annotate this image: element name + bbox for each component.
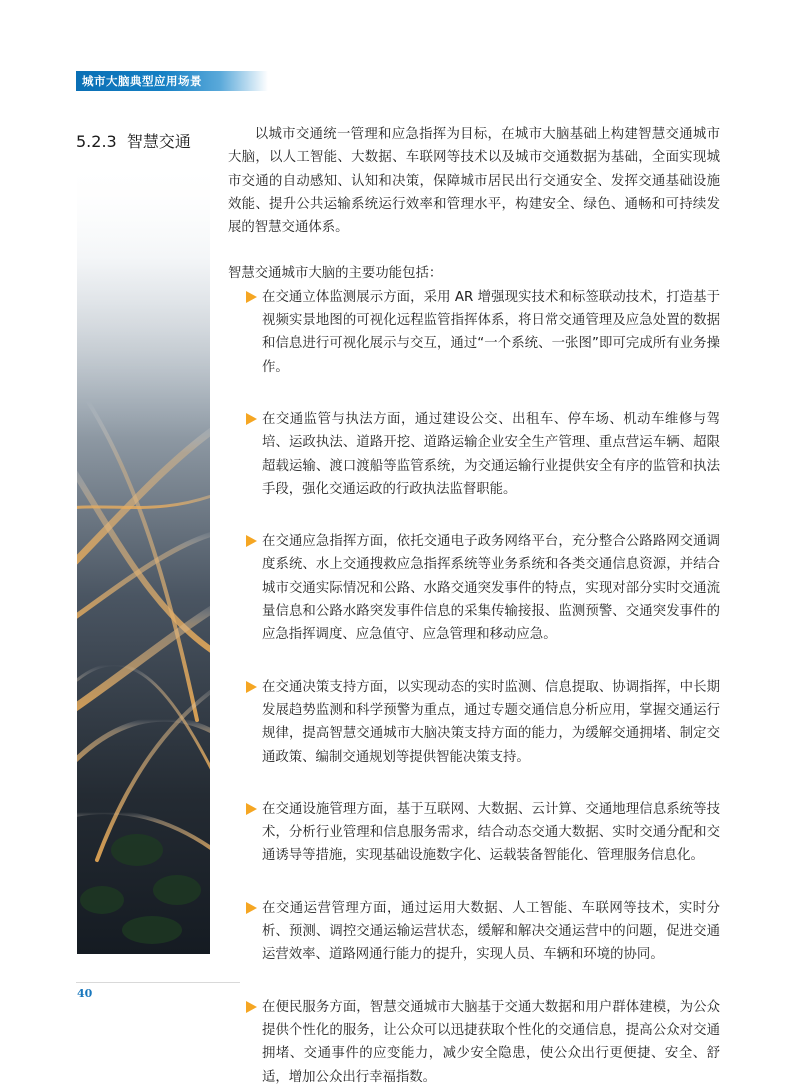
list-item-text: 在交通决策支持方面，以实现动态的实时监测、信息提取、协调指挥，中长期发展趋势监测和科学预警为重点，通过专题交通信息分析应用，掌握交通运行规律，提高智慧交通城市大脑决策支持方面的能力，为缓解交通拥堵、制定交通政策、编制交通规划等提供智能决策支持。 bbox=[262, 679, 720, 765]
functions-heading: 智慧交通城市大脑的主要功能包括： bbox=[228, 266, 443, 282]
list-item-text: 在交通设施管理方面，基于互联网、大数据、云计算、交通地理信息系统等技术，分析行业管理和信息服务需求，结合动态交通大数据、实时交通分配和交通诱导等措施，实现基础设施数字化、运载装备智能化、管理服务信息化。 bbox=[262, 801, 720, 864]
list-item bbox=[228, 286, 720, 379]
section-heading bbox=[76, 129, 191, 152]
list-item bbox=[228, 798, 720, 868]
section-title: 智慧交通 bbox=[126, 132, 191, 151]
list-item-text: 在交通立体监测展示方面，采用 AR 增强现实技术和标签联动技术，打造基于视频实景地图的可视化远程监管指挥体系，将日常交通管理及应急处置的数据和信息进行可视化展示与交互，通过“一个系统、一张图”即可完成所有业务操作。 bbox=[262, 289, 720, 375]
header-bar bbox=[76, 71, 268, 91]
list-item bbox=[228, 996, 720, 1089]
triangle-bullet-icon bbox=[246, 681, 257, 693]
functions-list bbox=[228, 286, 720, 1089]
triangle-bullet-icon bbox=[246, 803, 257, 815]
list-item bbox=[228, 530, 720, 646]
section-number: 5.2.3 bbox=[76, 132, 117, 151]
highway-interchange-photo bbox=[77, 160, 210, 954]
footer-divider bbox=[76, 982, 240, 983]
list-item-text: 在便民服务方面，智慧交通城市大脑基于交通大数据和用户群体建模，为公众提供个性化的服务，让公众可以迅捷获取个性化的交通信息，提高公众对交通拥堵、交通事件的应变能力，减少安全隐患，使公众出行更便捷、安全、舒适，增加公众出行幸福指数。 bbox=[262, 999, 720, 1085]
triangle-bullet-icon bbox=[246, 902, 257, 914]
main-content bbox=[228, 123, 720, 1089]
list-item bbox=[228, 676, 720, 769]
list-item-text: 在交通监管与执法方面，通过建设公交、出租车、停车场、机动车维修与驾培、运政执法、道路开挖、道路运输企业安全生产管理、重点营运车辆、超限超载运输、渡口渡船等监管系统，为交通运输行业提供安全有序的监管和执法手段，强化交通运政的行政执法监督职能。 bbox=[262, 411, 720, 497]
page-number: 40 bbox=[77, 987, 93, 1000]
triangle-bullet-icon bbox=[246, 1001, 257, 1013]
list-item bbox=[228, 897, 720, 967]
triangle-bullet-icon bbox=[246, 291, 257, 303]
list-item-text: 在交通应急指挥方面，依托交通电子政务网络平台，充分整合公路路网交通调度系统、水上交通搜救应急指挥系统等业务系统和各类交通信息资源，并结合城市交通实际情况和公路、水路交通突发事件的特点，实现对部分实时交通流量信息和公路水路突发事件信息的采集传输接报、监测预警、交通突发事件的应急指挥调度、应急值守、应急管理和移动应急。 bbox=[262, 534, 720, 643]
triangle-bullet-icon bbox=[246, 535, 257, 547]
list-item bbox=[228, 408, 720, 501]
triangle-bullet-icon bbox=[246, 413, 257, 425]
header-title: 城市大脑典型应用场景 bbox=[82, 74, 202, 88]
intro-paragraph: 以城市交通统一管理和应急指挥为目标，在城市大脑基础上构建智慧交通城市大脑，以人工智能、大数据、车联网等技术以及城市交通数据为基础，全面实现城市交通的自动感知、认知和决策，保障城市居民出行交通安全、发挥交通基础设施效能、提升公共运输系统运行效率和管理水平，构建安全、绿色、通畅和可持续发展的智慧交通体系。 bbox=[228, 127, 720, 236]
list-item-text: 在交通运营管理方面，通过运用大数据、人工智能、车联网等技术，实时分析、预测、调控交通运输运营状态，缓解和解决交通运营中的问题，促进交通运营效率、道路网通行能力的提升，实现人员、车辆和环境的协同。 bbox=[262, 900, 720, 963]
